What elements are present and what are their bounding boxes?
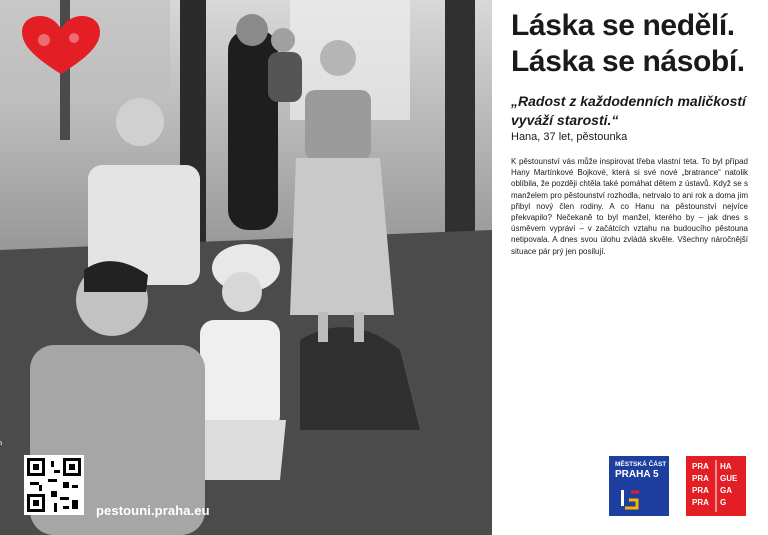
photo-credit — [4, 410, 18, 520]
heart-logo — [22, 16, 100, 78]
quote-byline: Hana, 37 let, pěstounka — [511, 131, 628, 143]
pull-quote: „Radost z každodenních maličkostí vyváží starosti.“ — [511, 93, 746, 128]
body-text: K pěstounství vás může inspirovat třeba vlastní teta. To byl případ Hany Martínkové Bojkové, která si své nové „bratrance“ natolik oblíbila, že později chtěla také pomáhat dětem z ústavů. Když se s manželem pro pěstounství rozhodla, netrvalo to ani rok a doma jim přibyl nový člen rodiny. A co Hanu na pěstounství nejvíce překvapilo? Nečekaně to byl manžel, kterého by – jak dnes s úsměvem vypráví – v začátcích vztahu na budoucího pěstouna netipovala. A dnes svou úlohu zvládá skvěle. Všechny náročnější situace pár prý jen posilují. — [511, 157, 748, 256]
headline-line-2: Láska se násobí. — [511, 45, 745, 78]
praha5-logo — [609, 456, 669, 516]
website-link[interactable]: pestouni.praha.eu — [96, 503, 210, 518]
prague-logo: PRA HA PRA GUE PRA GA PRA G — [686, 456, 746, 516]
headline-line-1: Láska se nedělí. — [511, 9, 735, 42]
headline — [511, 8, 761, 80]
praha5-logo-line2: PRAHA 5 — [615, 469, 659, 480]
praha5-logo-line1: MĚSTSKÁ ČÁST — [615, 461, 667, 468]
qr-code[interactable] — [24, 455, 84, 515]
